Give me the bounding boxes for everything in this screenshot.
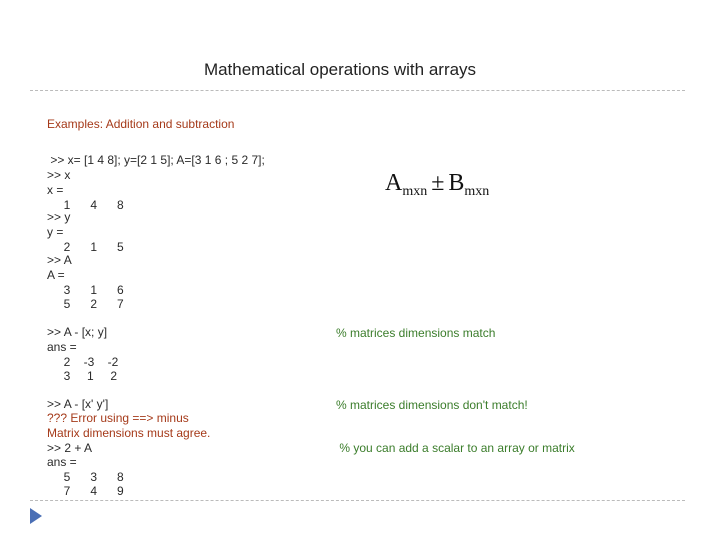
code-line: x = <box>47 183 64 197</box>
formula-b-subscript: mxn <box>464 184 490 199</box>
code-line: ans = <box>47 455 77 469</box>
code-line: >> x <box>47 168 71 182</box>
code-line: y = <box>47 225 64 239</box>
bottom-divider <box>30 500 685 501</box>
code-line: >> 2 + A <box>47 441 93 455</box>
comment-match: % matrices dimensions match <box>336 326 496 340</box>
code-line: >> y <box>47 210 71 224</box>
code-line: 1 4 8 <box>47 198 124 212</box>
formula-a-subscript: mxn <box>402 184 428 199</box>
code-line: A = <box>47 268 65 282</box>
code-line: >> A - [x; y] <box>47 325 108 339</box>
code-line: 3 1 6 <box>47 283 124 297</box>
error-line: ??? Error using ==> minus <box>47 411 189 425</box>
code-line: 5 2 7 <box>47 297 124 311</box>
code-line: 2 -3 -2 <box>47 355 119 369</box>
top-divider <box>30 90 685 91</box>
comment-scalar: % you can add a scalar to an array or matrix <box>336 441 575 455</box>
code-line: ans = <box>47 340 77 354</box>
code-line: 5 3 8 <box>47 470 124 484</box>
code-line: 2 1 5 <box>47 240 124 254</box>
error-line: Matrix dimensions must agree. <box>47 426 211 440</box>
formula <box>385 170 489 197</box>
code-line: >> A <box>47 253 72 267</box>
formula-a: A <box>385 170 403 196</box>
code-line: >> x= [1 4 8]; y=[2 1 5]; A=[3 1 6 ; 5 2 7]; <box>47 153 265 167</box>
triangle-bullet-icon <box>30 508 42 524</box>
comment-nomatch: % matrices dimensions don't match! <box>336 398 528 412</box>
code-line: 7 4 9 <box>47 484 124 498</box>
code-line: 3 1 2 <box>47 369 118 383</box>
plus-minus-symbol: ± <box>431 170 445 196</box>
code-line: >> A - [x' y'] <box>47 397 109 411</box>
slide-title: Mathematical operations with arrays <box>203 60 477 79</box>
section-subtitle: Examples: Addition and subtraction <box>47 117 235 131</box>
formula-b: B <box>448 170 465 196</box>
